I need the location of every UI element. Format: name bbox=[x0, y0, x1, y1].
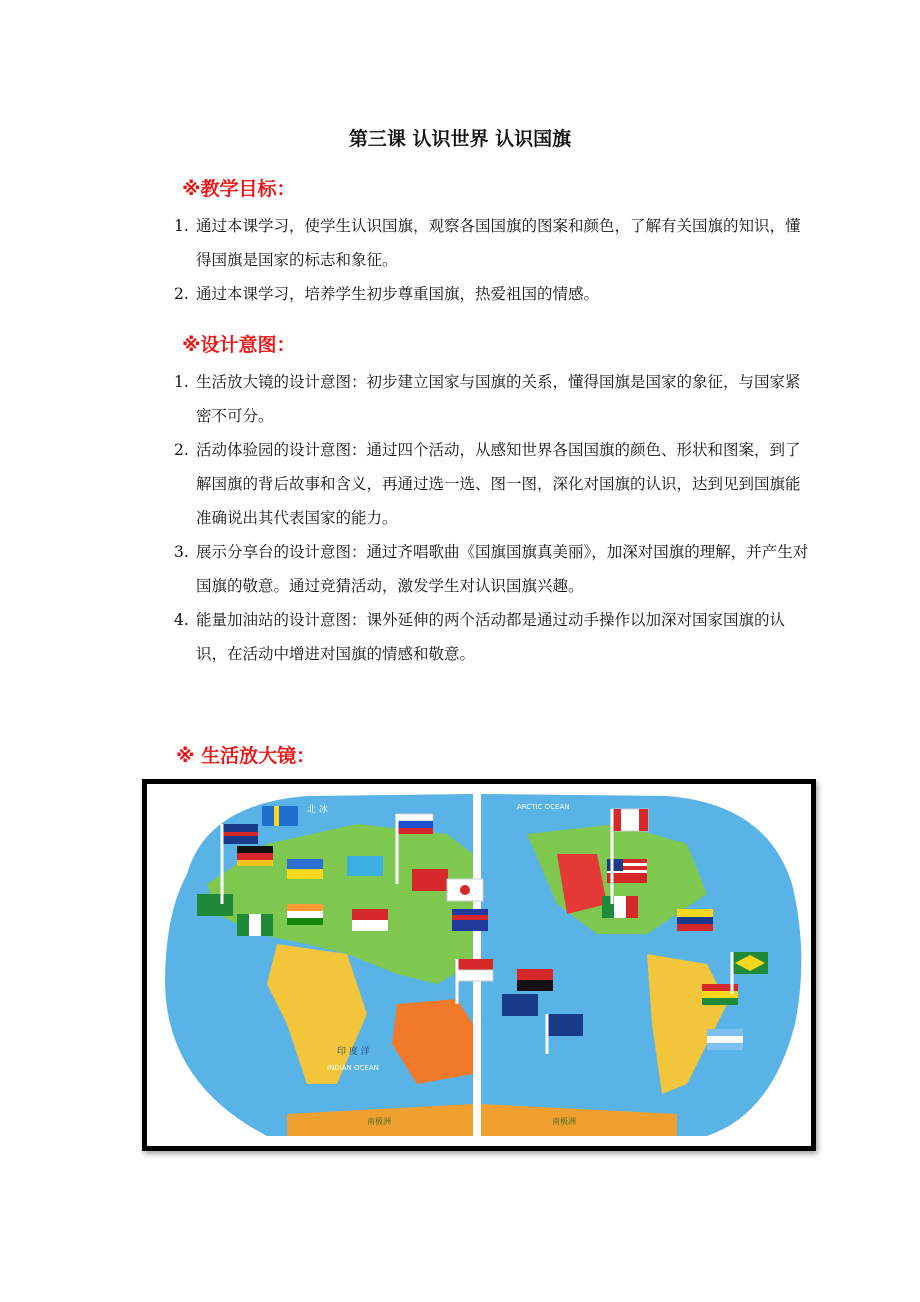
list-item: 1. 生活放大镜的设计意图：初步建立国家与国旗的关系，懂得国旗是国家的象征，与国家紧密不可分。 bbox=[174, 373, 801, 425]
map-label-indian-cn: 印 度 洋 bbox=[337, 1047, 370, 1057]
design-heading: ※设计意图： bbox=[182, 334, 296, 356]
section-heading: ※ 生活放大镜： bbox=[176, 745, 316, 767]
world-flag-map-image bbox=[142, 779, 816, 1151]
map-label-arctic: ARCTIC OCEAN bbox=[517, 803, 570, 811]
objectives-list bbox=[174, 209, 814, 311]
list-item: 2. 通过本课学习，培养学生初步尊重国旗，热爱祖国的情感。 bbox=[174, 285, 600, 303]
world-map-illustration bbox=[147, 784, 811, 1146]
objectives-heading: ※教学目标： bbox=[182, 178, 296, 200]
map-label-indian-en: INDIAN OCEAN bbox=[327, 1064, 379, 1072]
list-item: 2. 活动体验园的设计意图：通过四个活动，从感知世界各国国旗的颜色、形状和图案，到了解国旗的背后故事和含义，再通过选一选、图一图，深化对国旗的认识，达到见到国旗能准确说出其代表国家的能力。 bbox=[174, 441, 801, 527]
map-label-antarctica-left: 南极洲 bbox=[367, 1117, 391, 1126]
list-item: 4. 能量加油站的设计意图：课外延伸的两个活动都是通过动手操作以加深对国家国旗的认识，在活动中增进对国旗的情感和敬意。 bbox=[174, 611, 786, 663]
list-item: 1. 通过本课学习，使学生认识国旗，观察各国国旗的图案和颜色，了解有关国旗的知识，懂得国旗是国家的标志和象征。 bbox=[174, 217, 801, 269]
lesson-title: 第三课 认识世界 认识国旗 bbox=[348, 128, 572, 150]
design-list bbox=[174, 365, 814, 671]
map-label-north: 北 冰 bbox=[307, 805, 328, 815]
map-label-antarctica-right: 南极洲 bbox=[552, 1117, 576, 1126]
list-item: 3. 展示分享台的设计意图：通过齐唱歌曲《国旗国旗真美丽》，加深对国旗的理解，并产生对国旗的敬意。通过竞猜活动，激发学生对认识国旗兴趣。 bbox=[174, 543, 809, 595]
